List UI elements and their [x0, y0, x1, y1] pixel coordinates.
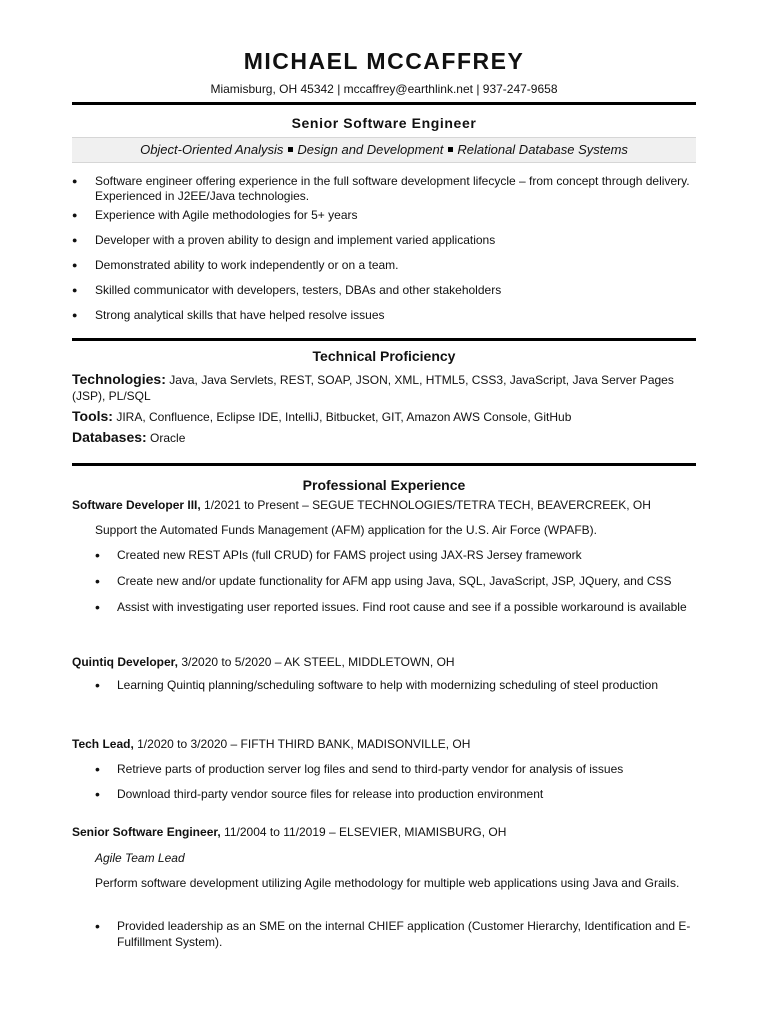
tools-label: Tools: — [72, 408, 113, 424]
divider — [72, 463, 696, 466]
divider — [72, 338, 696, 341]
bullet-icon: • — [95, 786, 100, 802]
technical-block — [72, 371, 696, 450]
bullet-text: Download third-party vendor source files for release into production environment — [117, 787, 544, 801]
list-item — [72, 233, 692, 248]
job-details: 1/2021 to Present – SEGUE TECHNOLOGIES/TETRA TECH, BEAVERCREEK, OH — [200, 498, 651, 512]
bullet-icon: ● — [72, 176, 78, 186]
bullet-text: Create new and/or update functionality for AFM app using Java, SQL, JavaScript, JSP, JQuery, and CSS — [117, 574, 672, 588]
bullet-icon: ● — [72, 235, 78, 245]
resume-name: MICHAEL MCCAFFREY — [243, 48, 525, 74]
job-description: Support the Automated Funds Management (AFM) application for the U.S. Air Force (WPAFB). — [95, 523, 597, 537]
databases-value: Oracle — [150, 431, 186, 445]
job-bullets — [95, 918, 695, 950]
experience-title: Professional Experience — [302, 477, 466, 493]
bullet-icon: • — [95, 547, 100, 563]
job-role: Senior Software Engineer, — [72, 825, 221, 839]
bullet-text: Experience with Agile methodologies for 5+ years — [95, 208, 358, 222]
skill-item: Relational Database Systems — [457, 142, 628, 157]
divider — [72, 102, 696, 105]
job-description: Perform software development utilizing Agile methodology for multiple web applications using Java and Grails. — [95, 876, 680, 890]
bullet-icon: ● — [72, 310, 78, 320]
square-bullet-icon — [288, 147, 293, 152]
technologies-row — [72, 371, 696, 404]
bullet-text: Learning Quintiq planning/scheduling software to help with modernizing scheduling of steel production — [117, 678, 659, 692]
bullet-text: Skilled communicator with developers, testers, DBAs and other stakeholders — [95, 283, 502, 297]
job-heading — [72, 498, 696, 512]
list-item — [95, 599, 695, 615]
list-item — [72, 258, 692, 273]
bullet-text: Strong analytical skills that have helped resolve issues — [95, 308, 385, 322]
tools-row — [72, 408, 696, 425]
job-details: 11/2004 to 11/2019 – ELSEVIER, MIAMISBURG, OH — [220, 825, 507, 839]
bullet-text: Demonstrated ability to work independently or on a team. — [95, 258, 399, 272]
job-role: Quintiq Developer, — [72, 655, 179, 669]
bullet-text: Provided leadership as an SME on the internal CHIEF application (Customer Hierarchy, Identification and E-Fulfillment System). — [117, 919, 691, 949]
technologies-label: Technologies: — [72, 371, 166, 387]
list-item — [72, 174, 692, 204]
list-item — [72, 208, 692, 223]
list-item — [95, 677, 695, 693]
list-item — [95, 918, 695, 950]
bullet-icon: • — [95, 918, 100, 934]
bullet-icon: ● — [72, 260, 78, 270]
list-item — [72, 308, 692, 323]
job-bullets — [95, 547, 695, 615]
bullet-icon: • — [95, 677, 100, 693]
job-subtitle: Agile Team Lead — [95, 851, 185, 865]
bullet-icon: • — [95, 599, 100, 615]
job-role: Software Developer III, — [72, 498, 201, 512]
bullet-text: Assist with investigating user reported issues. Find root cause and see if a possible workaround is available — [117, 600, 687, 614]
job-bullets — [95, 677, 695, 693]
job-bullets — [95, 761, 695, 802]
square-bullet-icon — [448, 147, 453, 152]
bullet-icon: • — [95, 573, 100, 589]
databases-row — [72, 429, 696, 446]
technical-title: Technical Proficiency — [312, 348, 456, 364]
bullet-text: Developer with a proven ability to design and implement varied applications — [95, 233, 496, 247]
summary-title: Senior Software Engineer — [291, 115, 477, 131]
bullet-text: Created new REST APIs (full CRUD) for FAMS project using JAX-RS Jersey framework — [117, 548, 582, 562]
contact-line: Miamisburg, OH 45342 | mccaffrey@earthlink.net | 937-247-9658 — [210, 82, 558, 96]
databases-label: Databases: — [72, 429, 147, 445]
list-item — [95, 761, 695, 777]
job-role: Tech Lead, — [72, 737, 134, 751]
skills-bar — [72, 137, 696, 163]
job-details: 3/2020 to 5/2020 – AK STEEL, MIDDLETOWN, OH — [178, 655, 455, 669]
tools-value: JIRA, Confluence, Eclipse IDE, IntelliJ, Bitbucket, GIT, Amazon AWS Console, GitHub — [116, 410, 572, 424]
skill-item: Design and Development — [297, 142, 444, 157]
skill-item: Object-Oriented Analysis — [140, 142, 284, 157]
list-item — [72, 283, 692, 298]
job-details: 1/2020 to 3/2020 – FIFTH THIRD BANK, MADISONVILLE, OH — [133, 737, 471, 751]
bullet-icon: ● — [72, 210, 78, 220]
summary-bullets — [72, 174, 692, 323]
job-heading — [72, 825, 696, 839]
bullet-icon: ● — [72, 285, 78, 295]
bullet-text: Software engineer offering experience in the full software development lifecycle – from concept through delivery. Experienced in J2EE/Java technologies. — [95, 174, 690, 203]
list-item — [95, 573, 695, 589]
job-heading — [72, 655, 696, 669]
list-item — [95, 786, 695, 802]
bullet-text: Retrieve parts of production server log files and send to third-party vendor for analysis of issues — [117, 762, 624, 776]
technologies-value: Java, Java Servlets, REST, SOAP, JSON, XML, HTML5, CSS3, JavaScript, Java Server Pages (JSP), PL/SQL — [72, 373, 674, 403]
list-item — [95, 547, 695, 563]
bullet-icon: • — [95, 761, 100, 777]
job-heading — [72, 737, 696, 751]
